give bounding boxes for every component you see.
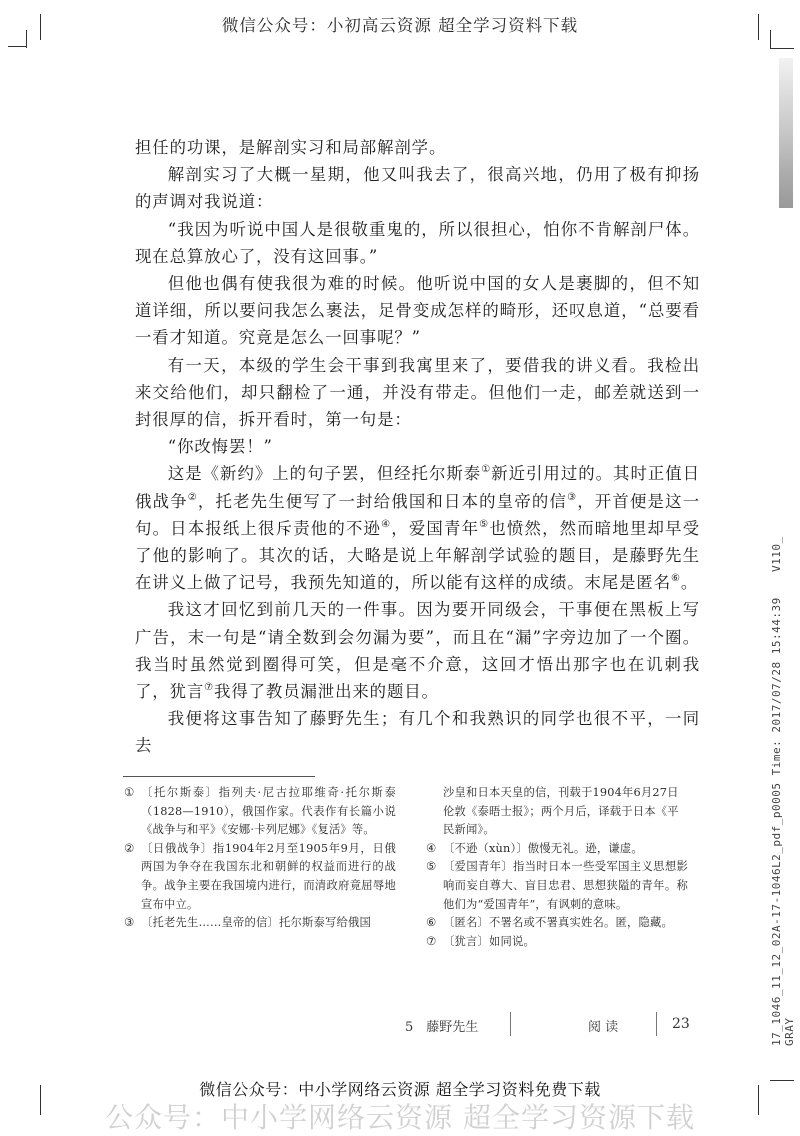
footnotes-right: [426, 784, 688, 951]
footnote-ref: ⑤: [479, 518, 490, 530]
header-banner: 微信公众号：小初高云资源 超全学习资料下载: [221, 16, 579, 35]
footnote-divider: [123, 776, 315, 777]
print-info: 17_1046_11_12_02A-17-1046L2_pdf_p0005 Time: 2017/07/28 15:44:39: [770, 597, 783, 1046]
footnote: ⑦ 〔犹言〕如同说。: [426, 934, 535, 948]
side-code: V110_: [770, 536, 783, 572]
footnote: ③ 〔托老先生……皇帝的信〕托尔斯泰写给俄国: [124, 916, 371, 930]
footer-divider: [656, 1012, 657, 1036]
paragraph: “你改悔罢！”: [167, 437, 273, 457]
footer-divider: [510, 1012, 511, 1036]
footnote: ② 〔日俄战争〕指1904年2月至1905年9月，日俄两国为争夺在我国东北和朝鲜的权益而进行的战争。战争主要在我国境内进行，而清政府竟屈辱地宣布中立。: [124, 841, 396, 911]
crop-mark: [770, 48, 794, 49]
footnote-ref: ①: [481, 464, 492, 476]
body-text: [135, 134, 700, 760]
footnote: ⑥ 〔匿名〕不署名或不署真实姓名。匿，隐藏。: [426, 916, 673, 930]
footnote-ref: ⑥: [671, 573, 681, 585]
footnote: ⑤ 〔爱国青年〕指当时日本一些受军国主义思想影响而妄自尊大、盲目忠君、思想狭隘的青年。称他们为“爱国青年”，有讽刺的意味。: [426, 860, 688, 911]
watermark: 公众号：中小学网络云资源 超全学习资源下载: [105, 1101, 695, 1134]
crop-mark: [8, 46, 26, 47]
gray-label: GRAY: [783, 1017, 796, 1046]
footnote-ref: ④: [381, 518, 392, 530]
footnote-ref: ③: [567, 491, 578, 503]
gray-scale-strip: [779, 58, 793, 208]
paragraph: 担任的功课，是解剖实习和局部解剖学。: [135, 138, 447, 157]
paragraph: 这是《新约》上的句子罢，但经托尔斯泰①新近引用过的。其时正值日俄战争②，托老先生便写了一封给俄国和日本的皇帝的信③，开首便是这一句。日本报纸上很斥责他的不逊④，爱国青年⑤也愤然，然而暗地里却早受了他的影响了。其次的话，大略是说上年解剖学试验的题目，是藤野先生在讲义上做了记号，我预先知道的，所以能有这样的成绩。末尾是匿名⑥。: [135, 464, 700, 593]
footer-banner: 微信公众号：中小学网络云资源 超全学习资料免费下载: [199, 1080, 601, 1099]
paragraph: 解剖实习了大概一星期，他又叫我去了，很高兴地，仍用了极有抑扬的声调对我说道：: [135, 165, 700, 212]
paragraph: “我因为听说中国人是很敬重鬼的，所以很担心，怕你不肯解剖尸体。现在总算放心了，没有这回事。”: [135, 219, 700, 266]
footnote-ref: ⑦: [204, 682, 215, 694]
section-label: 阅 读: [588, 1020, 619, 1035]
paragraph: 我便将这事告知了藤野先生；有几个和我熟识的同学也很不平，一同去: [135, 709, 700, 756]
footnotes-left: [124, 784, 396, 933]
paragraph: 有一天，本级的学生会干事到我寓里来了，要借我的讲义看。我检出来交给他们，却只翻检了一通，并没有带走。但他们一走，邮差就送到一封很厚的信，拆开看时，第一句是：: [135, 355, 700, 430]
paragraph: 我这才回忆到前几天的一件事。因为要开同级会，干事便在黑板上写广告，末一句是“请全数到会勿漏为要”，而且在“漏”字旁边加了一个圈。我当时虽然觉到圈得可笑，但是毫不介意，这回才悟出那字也在讥刺我了，犹言⑦我得了教员漏泄出来的题目。: [135, 600, 700, 702]
footnote-ref: ②: [187, 491, 198, 503]
footnote: ④ 〔不逊（xùn）〕傲慢无礼。逊，谦虚。: [426, 841, 643, 855]
paragraph: 但他也偶有使我很为难的时候。他听说中国的女人是裹脚的，但不知道详细，所以要问我怎么裹法，足骨变成怎样的畸形，还叹息道，“总要看一看才知道。究竟是怎么一回事呢？”: [135, 274, 700, 348]
footnote: ① 〔托尔斯泰〕指列夫·尼古拉耶维奇·托尔斯泰（1828—1910），俄国作家。代表作有长篇小说《战争与和平》《安娜·卡列尼娜》《复活》等。: [124, 786, 396, 837]
footnote-continuation: 沙皇和日本天皇的信，刊载于1904年6月27日伦敦《泰晤士报》；两个月后，译载于日本《平民新闻》。: [443, 786, 679, 837]
lesson-title: 5 藤野先生: [405, 1020, 479, 1035]
page-number: 23: [672, 1016, 690, 1032]
